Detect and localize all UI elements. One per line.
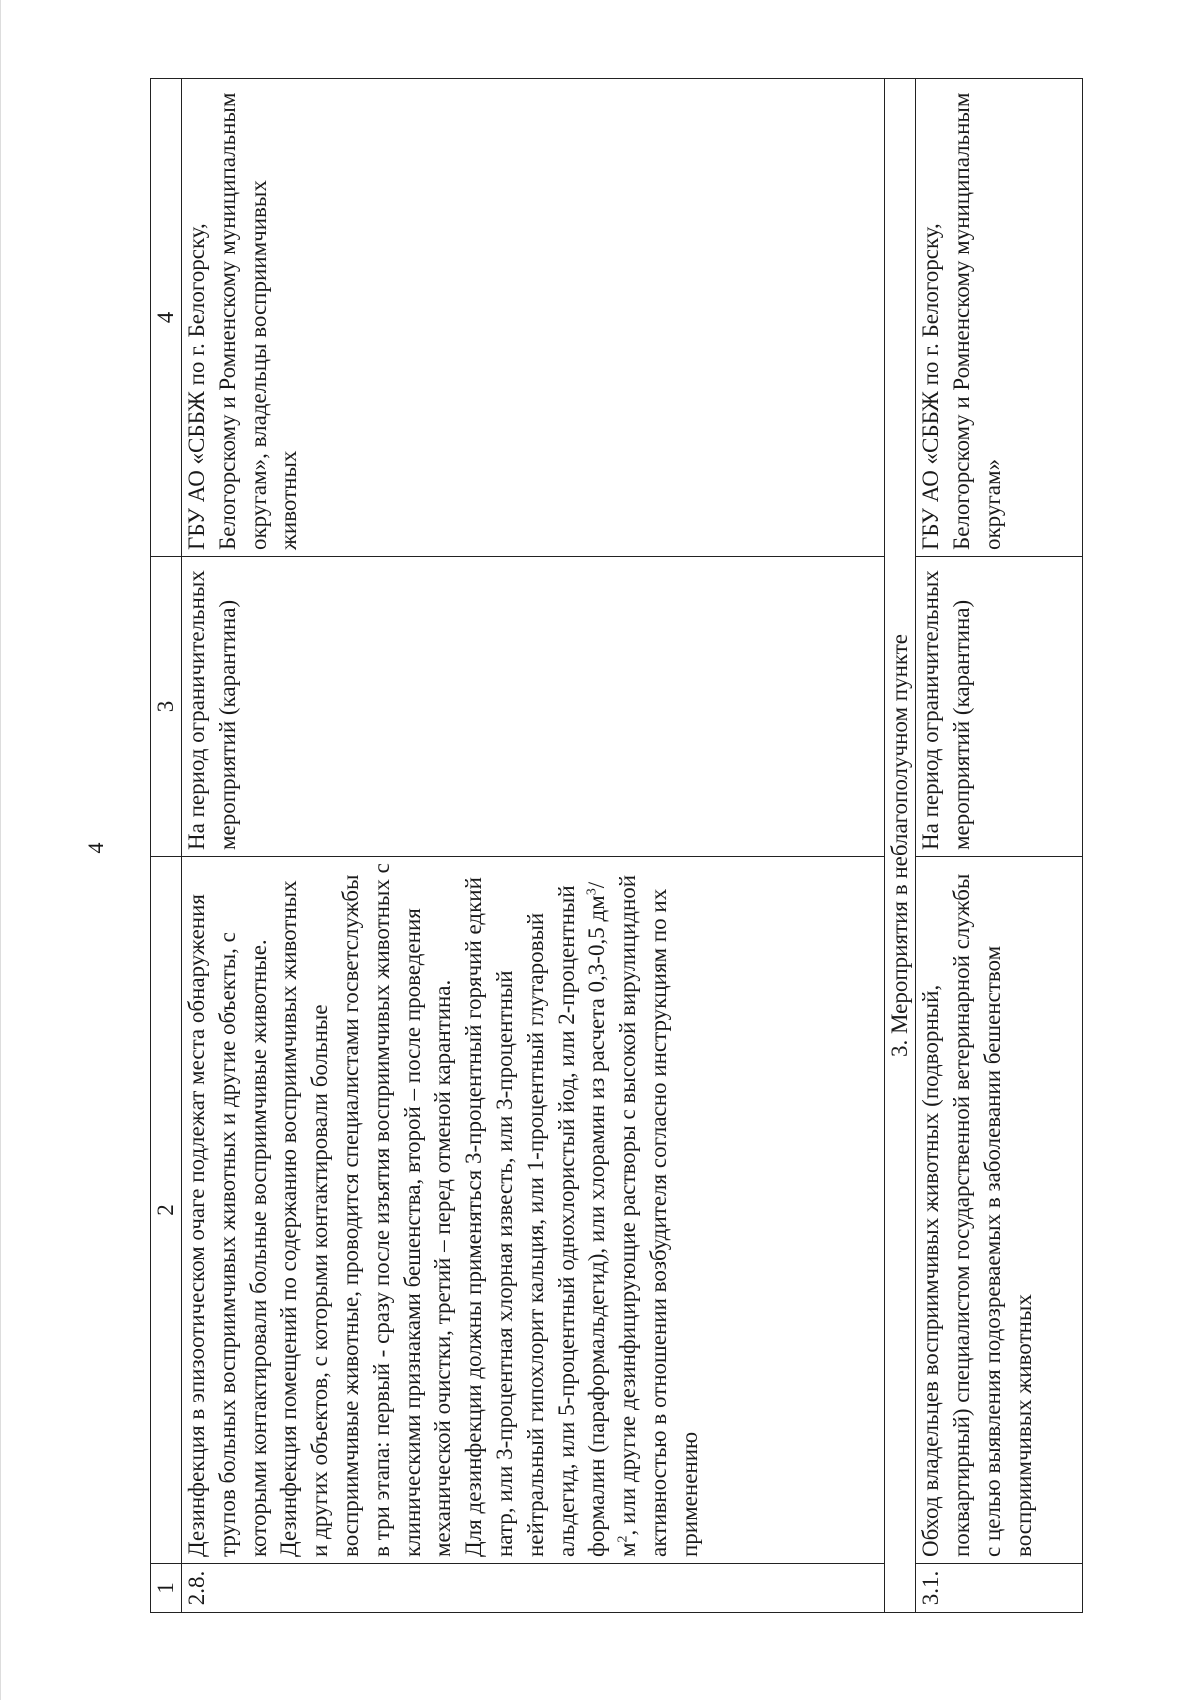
header-col-3: 3 bbox=[151, 557, 182, 857]
responsible-cell: ГБУ АО «СББЖ по г. Белогорску, Белогорскому и Ромненскому муниципальным округам» bbox=[916, 79, 1083, 557]
measure-text: /м bbox=[584, 881, 641, 1557]
page-number: 4 bbox=[83, 842, 108, 854]
header-row bbox=[151, 79, 182, 1613]
row-number: 3.1. bbox=[916, 1564, 1083, 1613]
rotated-table-container bbox=[150, 79, 1083, 1613]
measure-text: , или другие дезинфицирующие растворы с высокой вирулицидной активностью в отношении возбудителя согласно инструкциям по их применению bbox=[615, 874, 702, 1557]
header-col-2: 2 bbox=[151, 857, 182, 1564]
measure-paragraph-1: Дезинфекция в эпизоотическом очаге подлежат места обнаружения трупов больных восприимчивых животных и другие объекты, с которыми контактировали больные восприимчивые животные. bbox=[184, 894, 271, 1557]
measures-table bbox=[150, 78, 1083, 1613]
measure-paragraph-3 bbox=[459, 863, 705, 1557]
table-row bbox=[916, 79, 1083, 1613]
measure-text: Для дезинфекции должны применяться 3-процентный горячий едкий натр, или 3-процентная хлорная известь, или 3-процентный нейтральный гипохлорит кальция, или 1-процентный глутаровый альдегид, или 5-процентный однохлористый йод, или 2-процентный формалин (параформальдегид), или хлорамин из расчета 0,3-0,5 дм bbox=[461, 877, 610, 1557]
term-cell: На период ограничительных мероприятий (карантина) bbox=[916, 557, 1083, 857]
measure-cell: Обход владельцев восприимчивых животных (подворный, поквартирный) специалистом государственной ветеринарной службы с целью выявления подозреваемых в заболевании бешенством восприимчивых животных bbox=[916, 857, 1083, 1564]
responsible-cell: ГБУ АО «СББЖ по г. Белогорску, Белогорскому и Ромненскому муниципальным округам», владельцы восприимчивых животных bbox=[182, 79, 885, 557]
row-number: 2.8. bbox=[182, 1564, 885, 1613]
measure-cell bbox=[182, 857, 885, 1564]
superscript: 3 bbox=[584, 888, 600, 896]
header-col-1: 1 bbox=[151, 1564, 182, 1613]
section-title: 3. Мероприятия в неблагополучном пункте bbox=[885, 79, 916, 1613]
header-col-4: 4 bbox=[151, 79, 182, 557]
superscript: 2 bbox=[615, 1535, 631, 1543]
table-row bbox=[182, 79, 885, 1613]
term-cell: На период ограничительных мероприятий (карантина) bbox=[182, 557, 885, 857]
measure-paragraph-2: Дезинфекция помещений по содержанию восприимчивых животных и других объектов, с которыми контактировали больные восприимчивые животные, проводится специалистами госветслужбы в три этапа: первый - сразу после изъятия восприимчивых животных с клиническими признаками бешенства, второй – после проведения механической очистки, третий – перед отменой карантина. bbox=[276, 863, 456, 1557]
section-row bbox=[885, 79, 916, 1613]
